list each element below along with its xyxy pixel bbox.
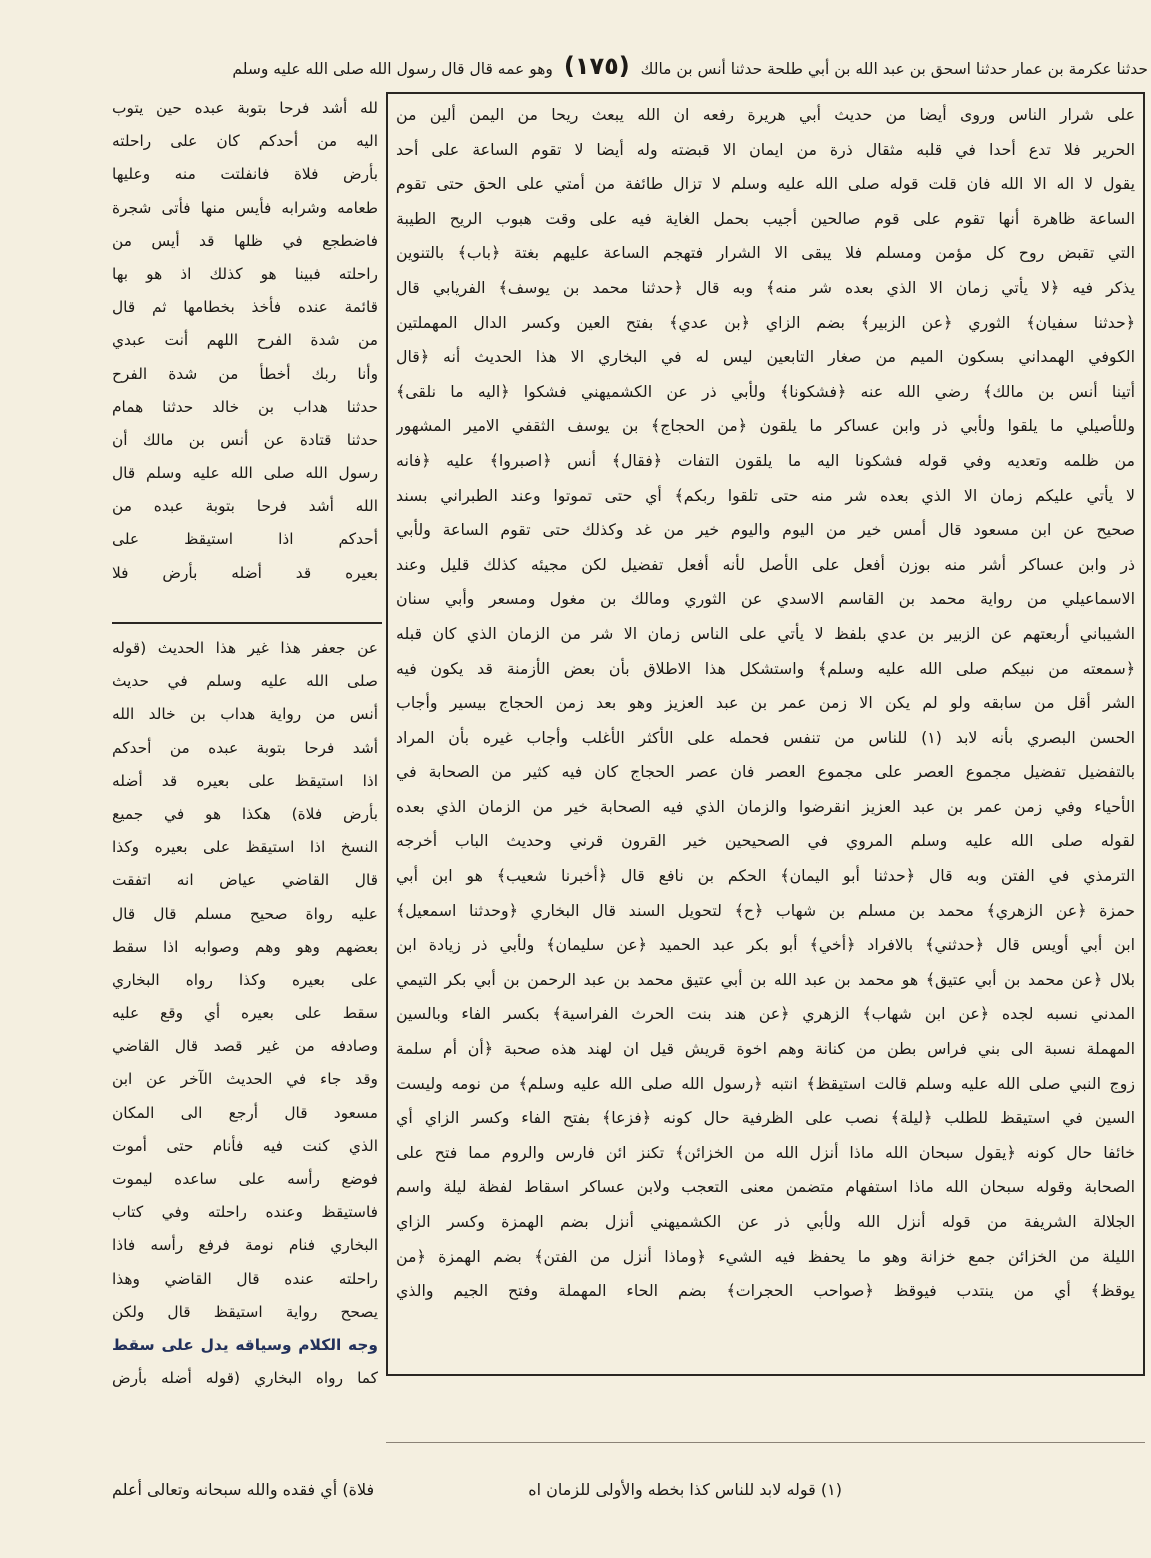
margin-line: عليه رواة صحيح مسلم قال قال xyxy=(112,904,378,923)
margin-line: رسول الله صلى الله عليه وسلم قال xyxy=(112,464,378,483)
text-line: ذر وابن عساكر أشر منه بوزن أفعل على الأصل لأنه أفعل تفضيل لكن مجيئه كذلك قليل وعند xyxy=(396,554,1135,574)
margin-line: راحلته فبينا هو كذلك اذ هو بها xyxy=(112,264,378,283)
margin-line: أحدكم اذا استيقظ على xyxy=(112,530,378,549)
margin-line: الذي كنت فيه فأنام حتى أموت xyxy=(112,1136,378,1155)
margin-line: قال القاضي عياض انه اتفقت xyxy=(112,871,378,890)
margin-nawawi-commentary xyxy=(112,632,378,1392)
text-line: المهملة نسبة الى بني فراس بطن من كنانة وهم اخوة قريش قيل ان لهند هذه صحبة ﴿أن أم سلمة xyxy=(396,1039,1135,1059)
margin-divider xyxy=(112,622,382,624)
margin-line: البخاري فنام نومة فرفع رأسه فاذا xyxy=(112,1236,378,1255)
text-line: الساعة ظاهرة أنها تقوم على قوم صالحين أجيب بحمل الغاية فيه على وقت هبوب الريح الطيبة xyxy=(396,208,1135,228)
margin-line: كما رواه البخاري (قوله أضله بأرض xyxy=(112,1369,378,1388)
text-line: الصحابة وقوله سبحان الله ماذا استفهام متضمن معنى التعجب ولابن عساكر اسقاط لفظة ليلة واسم xyxy=(396,1177,1135,1197)
margin-line: عن جعفر هذا غير هذا الحديث (قوله xyxy=(112,639,378,657)
text-line: التي تقبض روح كل مؤمن ومسلم فلا يبقى الا الشرار فتهجم الساعة عليهم بغتة ﴿باب﴾ بالتنوين xyxy=(396,243,1135,263)
text-line: ابن أبي أويس قال ﴿حدثني﴾ بالافراد ﴿أخي﴾ أبو بكر عبد الحميد ﴿عن سليمان﴾ ولأبي ذر زيادة ابن xyxy=(396,935,1135,955)
margin-line: من شدة الفرح اللهم أنت عبدي xyxy=(112,331,378,350)
text-line: الشر أقل من سابقه ولو لم يكن الا زمن عمر بن عبد العزيز وهو بعد زمن الحجاج بيسير وأجاب xyxy=(396,693,1135,713)
text-line: لا يأتي عليكم زمان الا الذي بعده شر منه حتى تلقوا ربكم﴾ أي حتى تموتوا وعند الطبراني بسند xyxy=(396,485,1135,505)
margin-line: حدثنا قتادة عن أنس بن مالك أن xyxy=(112,430,378,449)
text-line: على شرار الناس وروى أيضا من حديث أبي هريرة رفعه ان الله يبعث ريحا من اليمن ألين من xyxy=(396,105,1135,124)
text-line: يقول لا اله الا الله فان قلت قوله صلى الله عليه وسلم لا تزال طائفة من أمتي على الحق حتى تقوم xyxy=(396,174,1135,194)
text-line: الكوفي الهمداني بسكون الميم من صغار التابعين ليس له في البخاري الا هذا الحديث أنه ﴿قال xyxy=(396,347,1135,367)
margin-line: اذا استيقظ على بعيره قد أضله xyxy=(112,771,378,790)
text-line: لقوله صلى الله عليه وسلم المروي في الصحيحين خير القرون قرني وحديث الباب أخرجه xyxy=(396,831,1135,851)
margin-line: مسعود قال أرجع الى المكان xyxy=(112,1103,378,1122)
margin-line: اليه من أحدكم كان على راحلته xyxy=(112,132,378,151)
margin-line: بأرض فلاة) هكذا هو في جميع xyxy=(112,804,378,823)
margin-line: بعيره قد أضله بأرض فلا xyxy=(112,563,378,582)
margin-line: أنس من رواية هداب بن خالد الله xyxy=(112,705,378,724)
margin-line: وقد جاء في الحديث الآخر عن ابن xyxy=(112,1070,378,1089)
text-line: الأحياء وفي زمن عمر بن عبد العزيز انقرضوا والزمان الذي فيه الصحابة خير من الزمان الذي بعده xyxy=(396,796,1135,816)
margin-line: على بعيره وكذا رواه البخاري xyxy=(112,970,378,989)
text-line: الجلالة الشريفة من قوله أنزل الله ولأبي ذر عن الكشميهني أنزل بضم الهمزة وكسر الزاي xyxy=(396,1212,1135,1231)
text-line: خائفا حال كونه ﴿يقول سبحان الله ماذا أنزل الله من الخزائن﴾ تكنز ائن فارس والروم مما فتح على xyxy=(396,1142,1135,1162)
text-line: صحيح عن ابن مسعود قال أمس خير من اليوم واليوم خير من غد وكذلك حتى تقوم الساعة ولأبي xyxy=(396,520,1135,540)
margin-line: بأرض فلاة فانفلتت منه وعليها xyxy=(112,165,378,184)
text-line: يوقظ﴾ أي من ينتدب فيوقظ ﴿صواحب الحجرات﴾ بضم الحاء المهملة وفتح الجيم والذي xyxy=(396,1281,1135,1301)
footnote: (١) قوله لابد للناس كذا بخطه والأولى للزمان اه xyxy=(528,1480,842,1499)
text-line: أتينا أنس بن مالك﴾ رضي الله عنه ﴿فشكونا﴾ ولأبي ذر عن الكشميهني فشكوا ﴿اليه ما نلقى﴾ xyxy=(396,381,1135,401)
text-line: زوج النبي صلى الله عليه وسلم قالت استيقظ﴾ انتبه ﴿رسول الله صلى الله عليه وسلم﴾ من نومه وليست xyxy=(396,1073,1135,1093)
margin-hadith-text xyxy=(112,92,378,620)
text-line: السين في استيقظ للطلب ﴿ليلة﴾ نصب على الظرفية حال كونه ﴿فزعا﴾ بفتح الفاء وكسر الزاي أي xyxy=(396,1108,1135,1128)
text-line: الشيباني أربعتهم عن الزبير بن عدي بلفظ لا يأتي على الناس زمان الا شر من الزمان الذي كان قبله xyxy=(396,623,1135,643)
margin-line: حدثنا هداب بن خالد حدثنا همام xyxy=(112,397,378,416)
margin-line: فاستيقظ وعنده راحلته وفي كتاب xyxy=(112,1203,378,1222)
text-line: ﴿سمعته من نبيكم صلى الله عليه وسلم﴾ واستشكل هذا الاطلاق بأن بعض الأزمنة قد يكون فيه xyxy=(396,658,1135,678)
margin-line: وأنا ربك أخطأ من شدة الفرح xyxy=(112,364,378,383)
margin-line: لله أشد فرحا بتوبة عبده حين يتوب xyxy=(112,99,378,117)
margin-line: راحلته عنده قال القاضي وهذا xyxy=(112,1269,378,1288)
margin-line: صلى الله عليه وسلم في حديث xyxy=(112,672,378,691)
footnote-margin-continuation: فلاة) أي فقده والله سبحانه وتعالى أعلم xyxy=(112,1480,375,1499)
text-line: الترمذي في الفتن وبه قال ﴿حدثنا أبو اليمان﴾ الحكم بن نافع قال ﴿أخبرنا شعيب﴾ هو ابن أبي xyxy=(396,866,1135,886)
margin-line: سقط على بعيره أي وقع عليه xyxy=(112,1004,378,1023)
page-number: (١٧٥) xyxy=(563,52,630,80)
text-line: بالتفضيل تفضيل مجموع العصر على مجموع العصر فان عصر الحجاج كان فيه كثير من الصحابة في xyxy=(396,762,1135,782)
margin-line: يصحح رواية استيقظ قال ولكن xyxy=(112,1302,378,1321)
margin-line: فاضطجع في ظلها قد أيس من xyxy=(112,231,378,250)
margin-line: فوضع رأسه على ساعده ليموت xyxy=(112,1170,378,1188)
text-line: يذكر فيه ﴿لا يأتي زمان الا الذي بعده شر منه﴾ وبه قال ﴿حدثنا محمد بن يوسف﴾ الفريابي قال xyxy=(396,277,1135,297)
margin-line: قائمة عنده فأخذ بخطامها ثم قال xyxy=(112,298,378,317)
text-line: الحسن البصري بأنه لابد (١) للناس من تنفس فحمله على الأكثر الأغلب وأجاب غيره بأن المراد xyxy=(396,727,1135,747)
margin-line: أشد فرحا بتوبة عبده من أحدكم xyxy=(112,738,378,757)
header-text-left: وهو عمه قال قال رسول الله صلى الله عليه وسلم xyxy=(232,60,553,78)
text-line: وللأصيلي ما يلقوا ولأبي ذر وابن عساكر ما يلقون ﴿من الحجاج﴾ بن يوسف الثقفي الامير المشهور xyxy=(396,416,1135,436)
text-line: الليلة من الخزائن جمع خزانة وهو ما يحفظ فيه الشيء ﴿وماذا أنزل من الفتن﴾ بضم الهمزة ﴿من xyxy=(396,1246,1135,1266)
running-header xyxy=(108,46,1148,86)
main-commentary-column xyxy=(386,92,1145,1376)
margin-line: النسخ اذا استيقظ على بعيره وكذا xyxy=(112,838,378,857)
margin-line: وجه الكلام وسياقه يدل على سقط xyxy=(112,1335,378,1354)
margin-line: طعامه وشرابه فأيس منها فأتى شجرة xyxy=(112,198,378,217)
header-text-right: حدثنا عكرمة بن عمار حدثنا اسحق بن عبد الله بن أبي طلحة حدثنا أنس بن مالك xyxy=(640,60,1148,78)
text-line: حمزة ﴿عن الزهري﴾ محمد بن مسلم بن شهاب ﴿ح﴾ لتحويل السند قال البخاري ﴿وحدثنا اسمعيل﴾ xyxy=(396,900,1135,920)
text-line: من ظلمه وتعديه وفي قوله فشكونا اليه ما يلقون التفات ﴿فقال﴾ أنس ﴿اصبروا﴾ عليه ﴿فانه xyxy=(396,450,1135,470)
text-line: الاسماعيلي من رواية محمد بن القاسم الاسدي عن الثوري ومالك بن مغول ومسعر وأبي سنان xyxy=(396,589,1135,609)
margin-line: وصادفه من غير قصد قال القاضي xyxy=(112,1037,378,1056)
footnote-divider xyxy=(386,1442,1145,1443)
text-line: ﴿حدثنا سفيان﴾ الثوري ﴿عن الزبير﴾ بضم الزاي ﴿بن عدي﴾ بفتح العين وكسر الدال المهملتين xyxy=(396,312,1135,332)
margin-line: بعضهم وهو وهم وصوابه اذا سقط xyxy=(112,937,378,956)
text-line: بلال ﴿عن محمد بن أبي عتيق﴾ هو محمد بن عبد الله بن أبي عتيق محمد بن عبد الرحمن بن أبي بكر التيمي xyxy=(396,969,1135,989)
text-line: المدني نسبه لجده ﴿عن ابن شهاب﴾ الزهري ﴿عن هند بنت الحرث الفراسية﴾ بكسر الفاء وبالسين xyxy=(396,1004,1135,1024)
text-line: الحرير فلا تدع أحدا في قلبه مثقال ذرة من ايمان الا قبضته وله أيضا لا تقوم الساعة على أحد xyxy=(396,139,1135,159)
margin-line: الله أشد فرحا بتوبة عبده من xyxy=(112,497,378,516)
